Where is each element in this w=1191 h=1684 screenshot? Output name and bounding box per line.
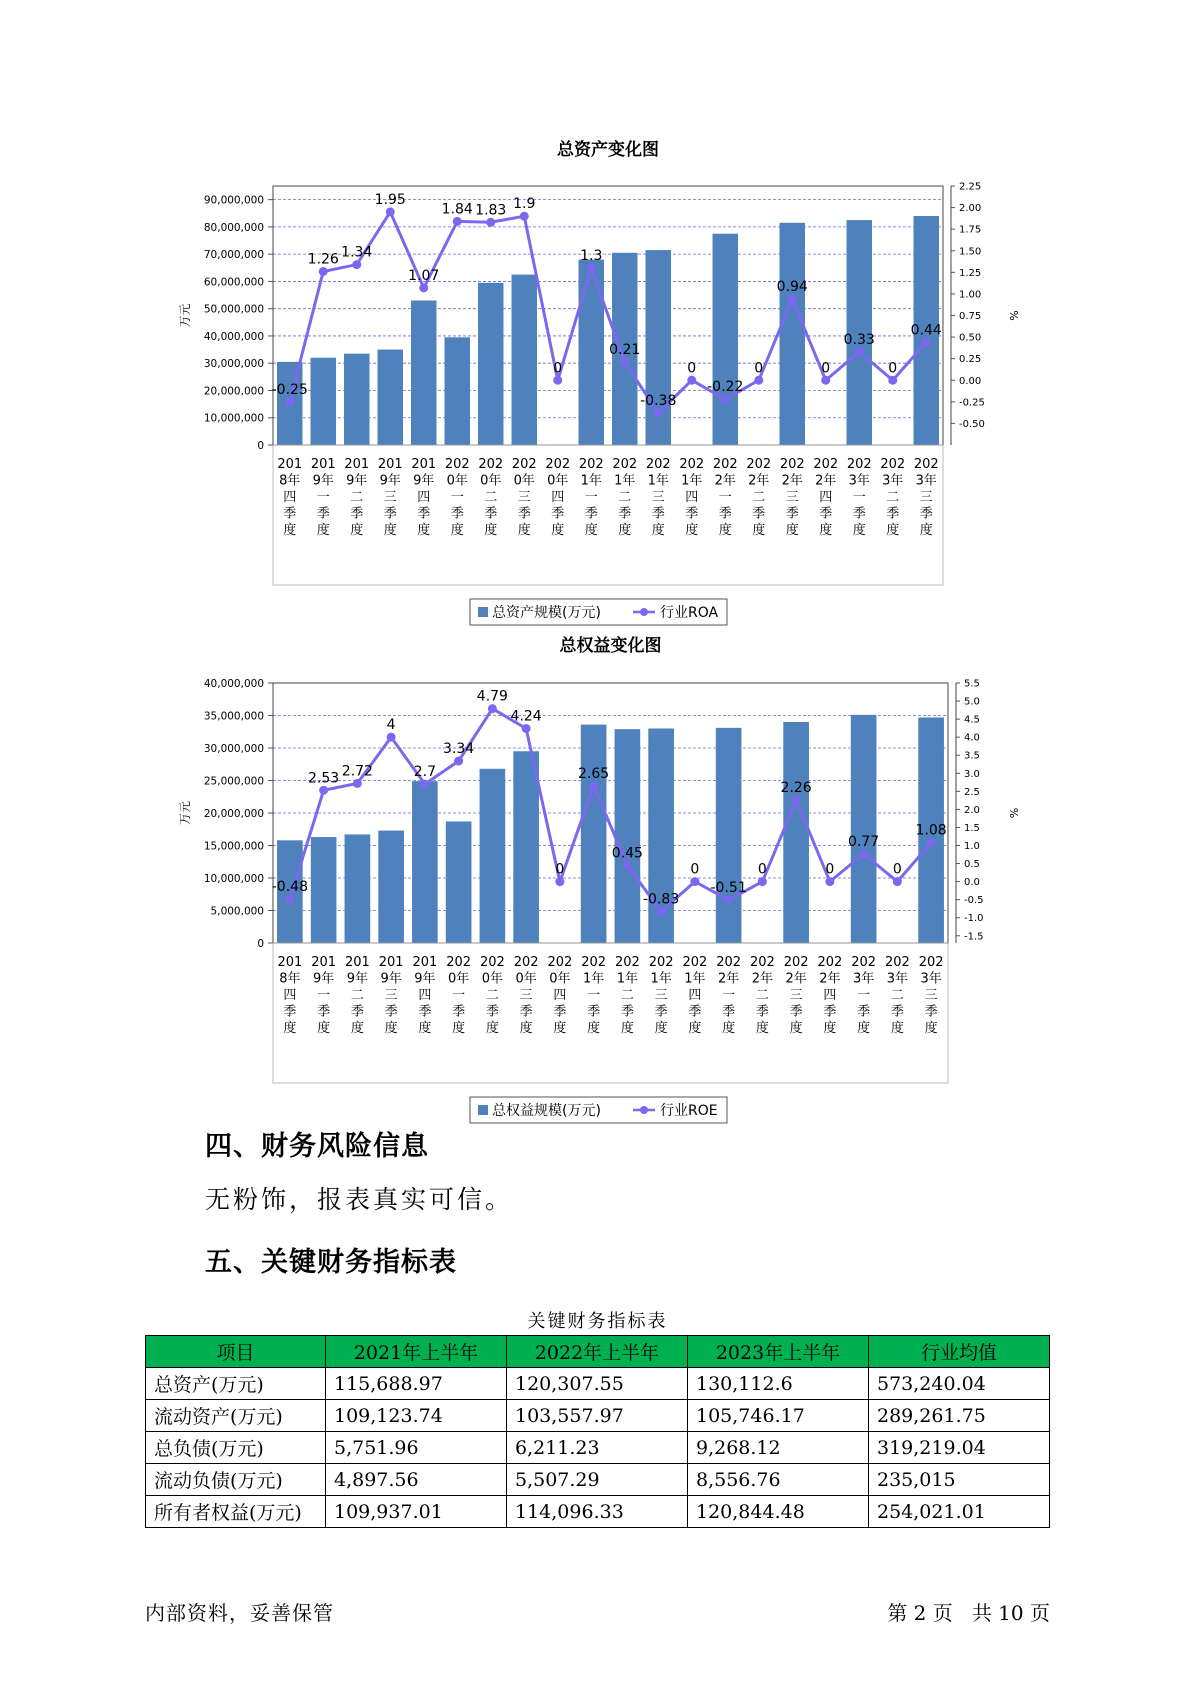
risk-section-text: 无粉饰，报表真实可信。	[205, 1185, 514, 1214]
legend-line-marker	[640, 1106, 648, 1114]
line-point	[620, 358, 629, 367]
legend-bar-swatch	[478, 1105, 488, 1115]
data-label: 0	[553, 360, 563, 377]
data-label: -0.25	[271, 381, 308, 398]
y-tick-label: 0	[257, 440, 264, 452]
table-row	[146, 1368, 1050, 1400]
x-tick-label: 202 2年三季度	[783, 955, 809, 1036]
data-label: 4.24	[510, 708, 542, 725]
data-label: 1.83	[475, 202, 507, 219]
table-cell: 115,688.97	[326, 1368, 507, 1400]
bar	[581, 725, 607, 943]
data-label: 1.07	[408, 267, 440, 284]
line-point	[855, 347, 864, 356]
x-tick-label: 202 1年二季度	[612, 457, 638, 538]
y2-tick-label: 3.0	[964, 768, 980, 780]
x-tick-label: 202 0年四季度	[545, 457, 571, 538]
x-tick-label: 201 8年四季度	[277, 955, 303, 1036]
line-point	[488, 704, 497, 713]
x-tick-label: 201 9年一季度	[311, 955, 337, 1036]
x-tick-label: 201 9年三季度	[378, 955, 404, 1036]
bar	[378, 831, 404, 943]
line-point	[285, 397, 294, 406]
line-point	[454, 757, 463, 766]
data-label: 0	[754, 360, 764, 377]
y-tick-label: 90,000,000	[203, 194, 264, 207]
y-tick-label: 40,000,000	[203, 678, 264, 690]
total-equity-chart	[0, 628, 1191, 1119]
table-cell: 103,557.97	[507, 1400, 688, 1432]
y-tick-label: 10,000,000	[203, 412, 264, 425]
data-label: 0.45	[611, 845, 643, 862]
bar	[716, 728, 742, 943]
y2-tick-label: 0.0	[964, 877, 980, 889]
table-cell: 5,751.96	[326, 1432, 507, 1464]
y2-tick-label: 1.0	[964, 841, 980, 852]
x-tick-label: 202 2年四季度	[817, 955, 843, 1036]
table-cell: 289,261.75	[869, 1400, 1050, 1432]
line-point	[758, 877, 767, 886]
y-tick-label: 80,000,000	[203, 221, 264, 234]
bar	[345, 834, 371, 943]
y2-tick-label: 5.5	[964, 678, 980, 690]
data-label: 1.08	[915, 822, 947, 839]
bar	[378, 350, 403, 445]
line-point	[888, 376, 897, 385]
y2-tick-label: 0.00	[959, 375, 982, 387]
data-label: 0.44	[910, 322, 942, 339]
y-tick-label: 20,000,000	[203, 808, 264, 820]
table-cell: 573,240.04	[869, 1368, 1050, 1400]
data-label: -0.22	[707, 379, 744, 396]
legend-bar-swatch	[478, 607, 488, 617]
x-tick-label: 202 2年三季度	[779, 457, 805, 538]
data-label: 2.65	[578, 765, 610, 782]
line-point	[589, 781, 598, 790]
data-label: 0.77	[848, 833, 880, 850]
table-cell: 所有者权益(万元)	[146, 1496, 326, 1528]
y2-tick-label: 4.0	[964, 732, 980, 744]
y-tick-label: 0	[257, 938, 264, 950]
line-point	[893, 877, 902, 886]
y2-tick-label: -1.5	[964, 931, 984, 943]
line-point	[721, 395, 730, 404]
line-point	[821, 376, 830, 385]
x-tick-label: 201 8年四季度	[277, 457, 303, 538]
chart-title: 总资产变化图	[557, 140, 659, 160]
data-label: -0.83	[643, 891, 680, 908]
bar	[780, 223, 805, 445]
x-tick-label: 201 9年三季度	[377, 457, 403, 538]
line-point	[319, 786, 328, 795]
line-point	[453, 217, 462, 226]
x-tick-label: 201 9年二季度	[344, 955, 370, 1036]
table-cell: 5,507.29	[507, 1464, 688, 1496]
kpi-header-item: 项目	[146, 1336, 326, 1368]
y-tick-label: 15,000,000	[203, 840, 264, 853]
x-tick-label: 201 9年四季度	[411, 457, 437, 538]
line-point	[825, 877, 834, 886]
bar	[445, 337, 470, 445]
data-label: 1.3	[580, 248, 603, 265]
bar	[783, 722, 809, 943]
risk-section-heading: 四、财务风险信息	[205, 1131, 429, 1162]
y-tick-label: 10,000,000	[203, 873, 264, 885]
kpi-header-2021h1: 2021年上半年	[326, 1336, 507, 1368]
data-label: 0	[757, 861, 767, 878]
line-point	[386, 207, 395, 216]
table-row	[146, 1400, 1050, 1432]
table-row	[146, 1496, 1050, 1528]
y-tick-label: 70,000,000	[203, 249, 264, 262]
data-label: 1.34	[341, 244, 373, 261]
x-tick-label: 202 3年三季度	[913, 457, 939, 538]
y2-tick-label: 3.5	[964, 750, 980, 762]
bar	[480, 769, 506, 943]
table-cell: 235,015	[869, 1464, 1050, 1496]
y-tick-label: 30,000,000	[203, 743, 264, 755]
line-point	[927, 838, 936, 847]
legend-bar-label: 总权益规模(万元)	[492, 1103, 601, 1119]
data-label: 1.84	[441, 201, 473, 218]
y2-tick-label: 2.25	[959, 181, 982, 193]
table-row	[146, 1432, 1050, 1464]
x-tick-label: 202 0年二季度	[478, 457, 504, 538]
x-tick-label: 202 1年三季度	[648, 955, 674, 1036]
line-point	[353, 779, 362, 788]
table-cell: 114,096.33	[507, 1496, 688, 1528]
line-point	[555, 877, 564, 886]
table-cell: 9,268.12	[688, 1432, 869, 1464]
x-tick-label: 202 2年四季度	[813, 457, 839, 538]
legend-bar-label: 总资产规模(万元)	[492, 605, 601, 621]
bar	[851, 715, 877, 943]
line-point	[387, 733, 396, 742]
line-point	[654, 409, 663, 418]
bar	[512, 275, 537, 445]
data-label: 0	[555, 861, 565, 878]
y-tick-label: 25,000,000	[203, 775, 264, 788]
total-assets-chart	[0, 130, 1191, 621]
table-cell: 319,219.04	[869, 1432, 1050, 1464]
x-tick-label: 202 1年三季度	[645, 457, 671, 538]
data-label: 1.9	[513, 196, 536, 213]
x-tick-label: 202 3年二季度	[884, 955, 910, 1036]
data-label: 0.94	[776, 279, 808, 296]
bar	[412, 781, 438, 943]
x-tick-label: 202 2年一季度	[712, 457, 738, 538]
y2-tick-label: 1.50	[959, 246, 982, 258]
table-cell: 120,844.48	[688, 1496, 869, 1528]
line-point	[520, 212, 529, 221]
footer-page-number: 第 2 页 共 10 页	[887, 1601, 1050, 1625]
line-point	[859, 849, 868, 858]
line-point	[352, 260, 361, 269]
table-cell: 109,937.01	[326, 1496, 507, 1528]
category-axis	[273, 943, 948, 1083]
y2-tick-label: 1.00	[959, 289, 982, 301]
x-tick-label: 202 0年二季度	[479, 955, 505, 1036]
kpi-table-header-row	[146, 1336, 1050, 1368]
y-axis-label: 万元	[178, 800, 192, 826]
y2-tick-label: 2.00	[959, 203, 982, 215]
data-label: 4.79	[476, 688, 508, 705]
line-point	[285, 894, 294, 903]
line-point	[792, 796, 801, 805]
y2-tick-label: 0.5	[964, 859, 980, 871]
data-label: -0.38	[640, 393, 677, 410]
bar	[615, 729, 641, 943]
line-point	[623, 861, 632, 870]
y2-tick-label: 2.0	[964, 804, 980, 816]
data-label: 0	[825, 861, 835, 878]
y2-axis-label: %	[1007, 807, 1020, 819]
y2-tick-label: 1.75	[959, 224, 982, 236]
line-point	[687, 376, 696, 385]
x-tick-label: 202 2年一季度	[716, 955, 742, 1036]
kpi-header-2022h1: 2022年上半年	[507, 1336, 688, 1368]
y2-tick-label: 0.25	[959, 354, 982, 366]
x-tick-label: 202 1年四季度	[679, 457, 705, 538]
bar	[713, 234, 738, 445]
data-label: 4	[386, 717, 396, 734]
line-point	[319, 267, 328, 276]
y2-tick-label: -1.0	[964, 913, 984, 925]
legend-line-marker	[640, 608, 648, 616]
line-point	[788, 295, 797, 304]
x-tick-label: 202 1年一季度	[581, 955, 607, 1036]
line-point	[724, 896, 733, 905]
line-point	[922, 338, 931, 347]
table-row	[146, 1464, 1050, 1496]
bar	[478, 283, 503, 445]
footer-confidential-note: 内部资料，妥善保管	[145, 1601, 334, 1625]
table-cell: 6,211.23	[507, 1432, 688, 1464]
data-label: 0	[888, 360, 898, 377]
bar	[579, 260, 604, 445]
table-cell: 130,112.6	[688, 1368, 869, 1400]
data-label: 0	[821, 360, 831, 377]
x-tick-label: 202 3年一季度	[851, 955, 877, 1036]
bar	[344, 354, 369, 445]
data-label: 2.72	[341, 763, 373, 780]
kpi-table	[145, 1335, 1050, 1528]
y-tick-label: 40,000,000	[203, 330, 264, 343]
table-cell: 流动负债(万元)	[146, 1464, 326, 1496]
y-axis-label: 万元	[178, 303, 192, 328]
data-label: 3.34	[443, 741, 475, 757]
line-point	[690, 877, 699, 886]
chart-title: 总权益变化图	[559, 636, 662, 656]
data-label: 2.53	[308, 770, 340, 787]
y2-tick-label: 4.5	[964, 714, 980, 726]
category-axis	[273, 445, 943, 585]
line-point	[419, 283, 428, 292]
x-tick-label: 202 0年四季度	[547, 955, 573, 1036]
data-label: 1.26	[307, 251, 339, 268]
bar	[311, 358, 336, 445]
line-point	[420, 780, 429, 789]
table-cell: 8,556.76	[688, 1464, 869, 1496]
line-point	[522, 724, 531, 733]
table-cell: 120,307.55	[507, 1368, 688, 1400]
y2-tick-label: 0.75	[959, 311, 982, 322]
x-tick-label: 202 2年二季度	[746, 457, 772, 538]
y2-tick-label: 2.5	[964, 786, 980, 798]
bar	[311, 837, 337, 943]
x-tick-label: 202 1年四季度	[682, 955, 708, 1036]
line-point	[587, 264, 596, 273]
y2-axis-label: %	[1007, 310, 1020, 321]
y2-tick-label: -0.25	[959, 397, 985, 409]
data-label: 0.33	[843, 331, 875, 348]
table-cell: 254,021.01	[869, 1496, 1050, 1528]
y-tick-label: 60,000,000	[203, 276, 264, 289]
table-cell: 流动资产(万元)	[146, 1400, 326, 1432]
data-label: -0.51	[710, 880, 747, 897]
data-label: 1.95	[374, 191, 406, 208]
y2-tick-label: 1.5	[964, 822, 980, 834]
table-cell: 4,897.56	[326, 1464, 507, 1496]
data-label: 2.26	[780, 780, 812, 796]
data-label: 0	[892, 861, 902, 878]
x-tick-label: 201 9年一季度	[310, 457, 336, 538]
y-tick-label: 5,000,000	[210, 905, 264, 918]
legend-line-label: 行业ROA	[660, 605, 719, 621]
x-tick-label: 202 1年二季度	[614, 955, 640, 1036]
line-point	[657, 907, 666, 916]
table-cell: 105,746.17	[688, 1400, 869, 1432]
line-point	[553, 376, 562, 385]
x-tick-label: 202 3年一季度	[846, 457, 872, 538]
y-tick-label: 20,000,000	[203, 385, 264, 398]
bar	[513, 751, 539, 943]
legend-line-label: 行业ROE	[660, 1103, 718, 1119]
data-label: 0	[690, 861, 700, 878]
x-tick-label: 202 0年三季度	[511, 457, 537, 538]
y2-tick-label: 1.25	[959, 267, 982, 279]
x-tick-label: 201 9年二季度	[344, 457, 370, 538]
x-tick-label: 202 3年三季度	[918, 955, 944, 1036]
x-tick-label: 202 0年三季度	[513, 955, 539, 1036]
y2-tick-label: 5.0	[964, 696, 980, 708]
kpi-table-caption: 关键财务指标表	[527, 1311, 668, 1332]
y-tick-label: 30,000,000	[203, 358, 264, 371]
x-tick-label: 202 0年一季度	[446, 955, 472, 1036]
x-tick-label: 202 2年二季度	[749, 955, 775, 1036]
x-tick-label: 202 3年二季度	[880, 457, 906, 538]
kpi-header-2023h1: 2023年上半年	[688, 1336, 869, 1368]
data-label: 0.21	[609, 342, 641, 359]
data-label: 2.7	[413, 764, 437, 781]
table-cell: 总负债(万元)	[146, 1432, 326, 1464]
y-tick-label: 35,000,000	[203, 710, 264, 723]
y2-tick-label: -0.5	[964, 895, 984, 907]
bar	[411, 301, 436, 445]
y2-tick-label: 0.50	[959, 332, 982, 344]
kpi-section-heading: 五、关键财务指标表	[205, 1247, 457, 1278]
table-cell: 109,123.74	[326, 1400, 507, 1432]
data-label: 0	[687, 360, 697, 377]
data-label: -0.48	[271, 878, 308, 895]
bar	[446, 821, 472, 943]
y-tick-label: 50,000,000	[203, 303, 264, 316]
x-tick-label: 201 9年四季度	[412, 955, 438, 1036]
x-tick-label: 202 1年一季度	[578, 457, 604, 538]
y2-tick-label: -0.50	[959, 418, 985, 430]
kpi-header-industry-avg: 行业均值	[869, 1336, 1050, 1368]
line-point	[486, 218, 495, 227]
table-cell: 总资产(万元)	[146, 1368, 326, 1400]
line-point	[754, 376, 763, 385]
x-tick-label: 202 0年一季度	[444, 457, 470, 538]
